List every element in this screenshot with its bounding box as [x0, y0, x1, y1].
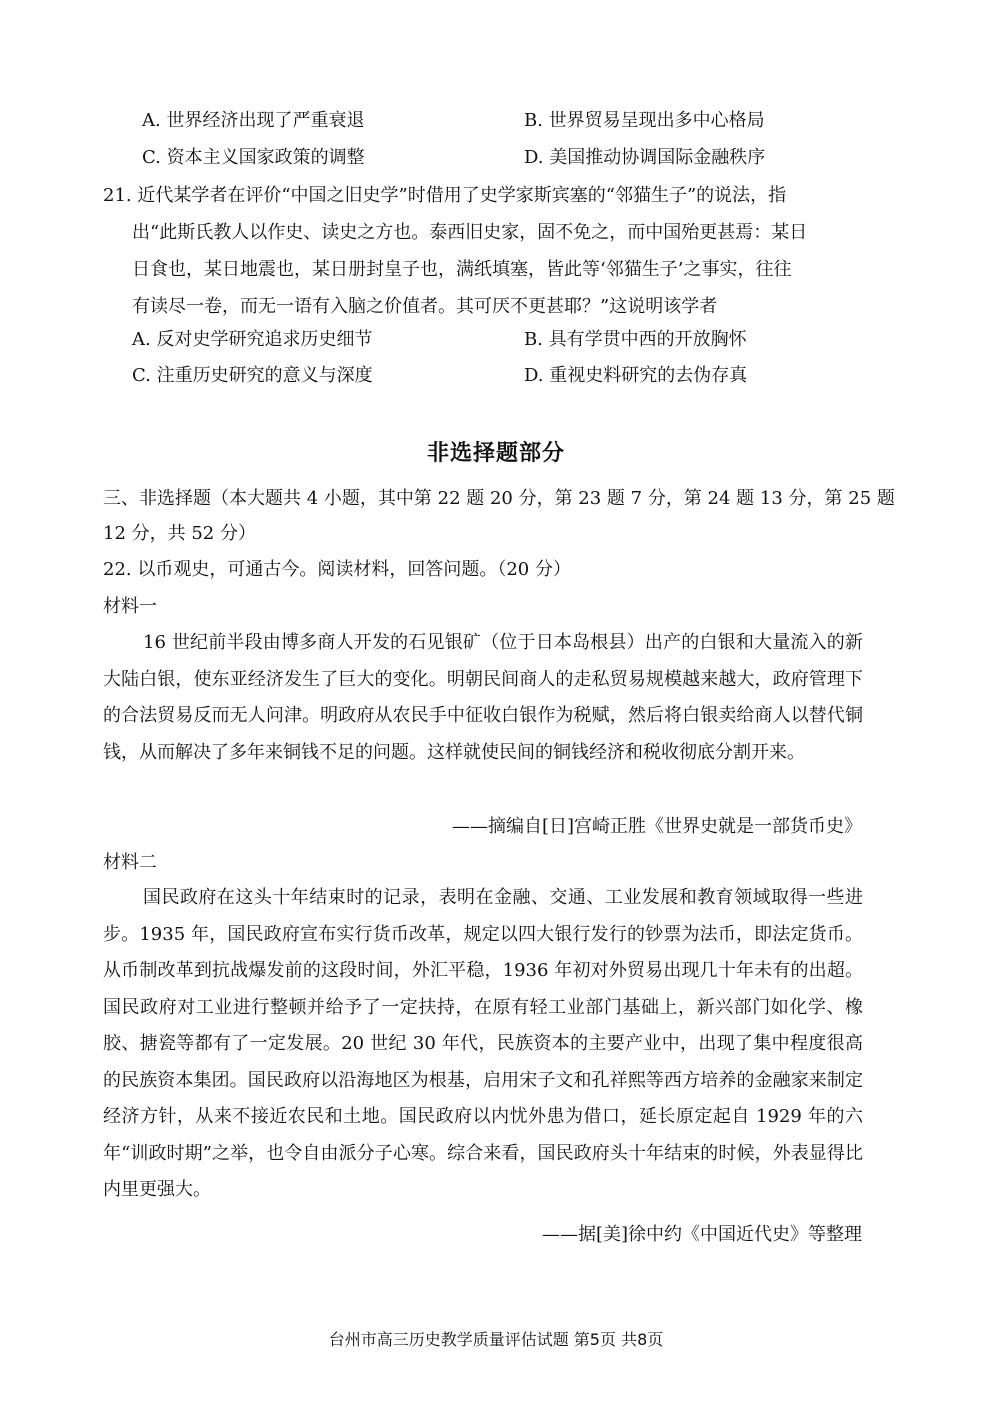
q21-option-b[interactable]: B. 具有学贯中西的开放胸怀 — [524, 329, 747, 350]
q21-option-d[interactable]: D. 重视史料研究的去伪存真 — [524, 365, 748, 386]
material-2-source: ——据[美]徐中约《中国近代史》等整理 — [541, 1224, 862, 1245]
material-1-text: 16 世纪前半段由博多商人开发的石见银矿（位于日本岛根县）出产的白银和大量流入的新大陆白银，使东亚经济发生了巨大的变化。明朝民间商人的走私贸易规模越来越大，政府管理下的合法贸易反而无人问津。明政府从农民手中征收白银作为税赋，然后将白银卖给商人以替代铜钱，从而解决了多年来铜钱不足的问题。这样就使民间的铜钱经济和税收彻底分割开来。 — [103, 632, 863, 763]
q21-option-c[interactable]: C. 注重历史研究的意义与深度 — [132, 365, 373, 386]
section-3-header-line-2: 12 分，共 52 分） — [103, 523, 256, 544]
q21-stem-line-4: 有读尽一卷，而无一语有入脑之价值者。其可厌不更甚耶？”这说明该学者 — [132, 296, 718, 317]
section-3-header-line-1: 三、非选择题（本大题共 4 小题，其中第 22 题 20 分，第 23 题 7 分，第 24 题 13 分，第 25 题 — [103, 488, 895, 509]
material-1-source: ——摘编自[日]宫崎正胜《世界史就是一部货币史》 — [451, 816, 862, 837]
page-footer: 台州市高三历史教学质量评估试题 第5页 共8页 — [328, 1330, 664, 1349]
q21-option-a[interactable]: A. 反对史学研究追求历史细节 — [132, 329, 373, 350]
q20-option-b[interactable]: B. 世界贸易呈现出多中心格局 — [524, 110, 765, 131]
q22-stem: 22. 以币观史，可通古今。阅读材料，回答问题。（20 分） — [103, 559, 571, 580]
section-title: 非选择题部分 — [426, 441, 565, 466]
q20-option-c[interactable]: C. 资本主义国家政策的调整 — [142, 147, 365, 168]
q21-stem-line-2: 出“此斯氏教人以作史、读史之方也。泰西旧史家，固不免之，而中国殆更甚焉：某日 — [132, 222, 808, 243]
q21-stem-line-1: 21. 近代某学者在评价“中国之旧史学”时借用了史学家斯宾塞的“邻猫生子”的说法，指 — [103, 185, 787, 206]
q20-option-d[interactable]: D. 美国推动协调国际金融秩序 — [524, 147, 766, 168]
material-2-label: 材料二 — [103, 852, 157, 873]
q21-stem-line-3: 日食也，某日地震也，某日册封皇子也，满纸填塞，皆此等‘邻猫生子’之事实，往往 — [132, 259, 792, 280]
q20-option-a[interactable]: A. 世界经济出现了严重衰退 — [142, 110, 365, 131]
material-1-label: 材料一 — [103, 596, 157, 617]
material-2-text: 国民政府在这头十年结束时的记录，表明在金融、交通、工业发展和教育领域取得一些进步。1935 年，国民政府宣布实行货币改革，规定以四大银行发行的钞票为法币，即法定货币。从币制改革到抗战爆发前的这段时间，外汇平稳，1936 年初对外贸易出现几十年未有的出超。国民政府对工业进行整顿并给予了一定扶持，在原有轻工业部门基础上，新兴部门如化学、橡胶、搪瓷等都有了一定发展。20 世纪 30 年代，民族资本的主要产业中，出现了集中程度很高的民族资本集团。国民政府以沿海地区为根基，启用宋子文和孔祥熙等西方培养的金融家来制定经济方针，从来不接近农民和土地。国民政府以内忧外患为借口，延长原定起自 1929 年的六年“训政时期”之举，也令自由派分子心寒。综合来看，国民政府头十年结束的时候，外表显得比内里更强大。 — [103, 887, 863, 1200]
